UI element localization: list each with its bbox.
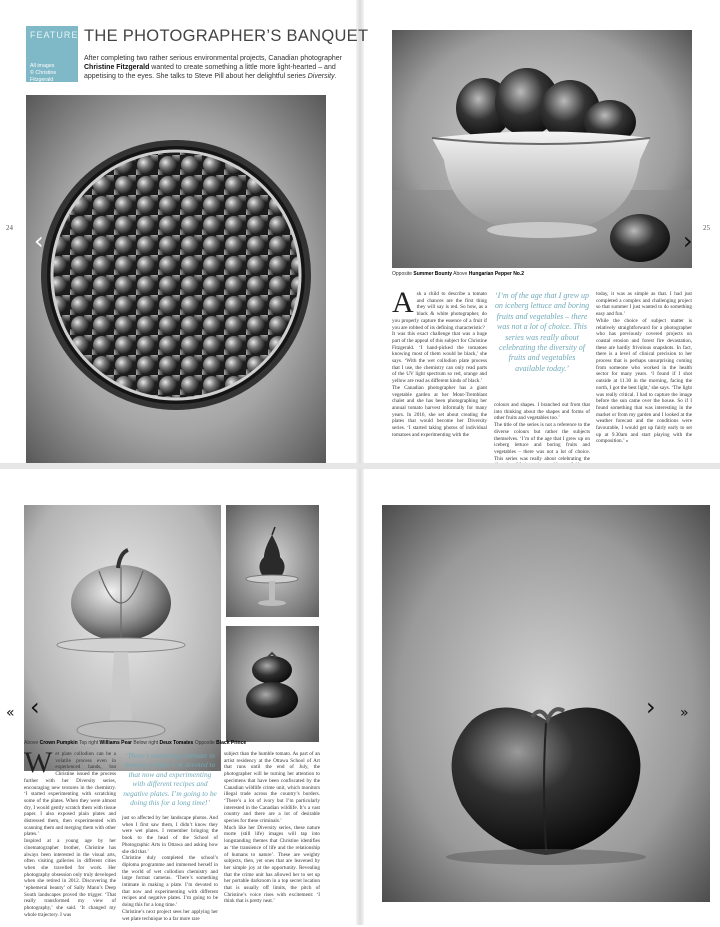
deux-tomates-image: [226, 626, 319, 742]
caption-spread1: [392, 271, 524, 277]
caption-label: Above: [453, 271, 468, 277]
caption-spread2: [24, 740, 246, 746]
feature-label: FEATURE: [30, 30, 79, 40]
column-text: today, it was as simple as that. I had just completed a complex and challenging project so that summer I just wanted to do something easy and fun.’ While the choice of subject matter is relatively straightforward for a photographer who has previously covered projects on coastal erosion and forest fire devastation, these are hardly frivolous snapshots. In fact, there is a level of clinical precision to her process that is perhaps unsurprising coming from someone who worked in the health sector for many years. ‘I found if I shot outside at 11.30 in the morning, facing the north, I got the best light,’ she says. ‘The light was really critical. I had to capture the image before the sun came over the house. So if I found something that was interesting in the market or from my garden and I looked at the weather forecast and the conditions were favourable, I would get up fairly early to set up at 9.30am and start playing with the composition.’ »: [596, 291, 692, 445]
pull-quote: ‘There’s something intimate in making a plate. I’m devoted to that now and experimenting with different recipes and negative plates. I’m going to be doing this for a long time!’: [123, 751, 217, 808]
caption-title: Summer Bounty: [413, 271, 453, 277]
body-column-2: [494, 402, 590, 460]
page-number-left: 24: [6, 224, 13, 232]
photo-black-prince: [382, 505, 710, 902]
chevron-left-icon[interactable]: ‹: [34, 227, 44, 255]
williams-pear-image: [226, 505, 319, 617]
caption-title: Deux Tomates: [159, 740, 194, 746]
caption-label: Opposite: [392, 271, 413, 277]
body-column-1: [392, 286, 487, 459]
pull-quote: ‘I’m of the age that I grew up on iceberg lettuce and boring fruits and vegetables – there was not a lot of choice. This series was really about celebrating the diversity of fruits and vegetables available today.’: [494, 291, 590, 373]
caption-label: Above: [24, 740, 39, 746]
chevron-right-icon[interactable]: ›: [646, 693, 656, 721]
double-chevron-right-icon[interactable]: »: [680, 705, 689, 721]
spread-top: [0, 0, 720, 463]
caption-title: Hungarian Pepper No.2: [468, 271, 525, 277]
column-text: sk a child to describe a tomato and chances are the first thing they will say is red. So how, as a black & white photographer, do you properly capture the essence of a fruit if you are robbed of its defining characteristic? It was this exact challenge that was a huge part of the appeal of this subject for Christine Fitzgerald. ‘I hand-picked the tomatoes knowing most of them would be black,’ she says. ‘With the wet collodion plate process that I use, the chemistry can only read parts of the UV light spectrum so red, orange and yellow are read as different kinds of black.’ The Canadian photographer has a giant vegetable garden at her Mont-Tremblant chalet and she has been photographing her annual tomato harvest informally for many years. In 2016, she set about creating the plates that would become her Diversity series. ‘I started taking photos of individual tomatoes and experimenting with the: [392, 291, 487, 438]
body-column-3: [596, 291, 692, 459]
body-column-2: [122, 815, 218, 927]
drop-cap: A: [392, 286, 414, 319]
summer-bounty-image: [26, 95, 326, 463]
spine-gutter: [356, 469, 364, 925]
drop-cap: W: [24, 746, 53, 779]
hungarian-pepper-image: [392, 30, 692, 268]
column-text: colours and shapes. I branched out from that into thinking about the shapes and forms of other fruits and vegetables too.’ The title of the series is not a reference to the diverse colours but rather the subjects themselves. ‘I’m of the age that I grew up on iceberg lettuce and boring fruits and vegetables – there was not a lot of choice. This series was really about celebrating the: [494, 402, 590, 462]
standfirst-text-2: wanted to create something a little more light-hearted – and appetising to the eyes. She talks to Steve Pill about her delightful series: [84, 64, 336, 81]
caption-label: Top right: [78, 740, 99, 746]
photo-summer-bounty: [26, 95, 326, 463]
body-column-3: [224, 751, 320, 927]
article-title: THE PHOTOGRAPHER’S BANQUET: [84, 27, 369, 45]
caption-title: Williams Pear: [99, 740, 133, 746]
feature-badge: [26, 26, 78, 82]
column-text: subject than the humble tomato. As part of an artist residency at the Ottawa School of Art that runs until the end of July, the photographer will be turning her attention to specimens that have been confiscated by the Canadian wildlife crime unit, which monitors illegal trade across the country’s borders. ‘There’s a lot of ivory but I’m particularly interested in the Canadian wildlife. It’s a vast country and there are a lot of desirable species for these criminals.’ Much like her Diversity series, these nature morte (still life) images will tap into longstanding themes that Christine identifies as ‘the transience of life and the relationship of humans to nature’. These are weighty subjects, then, yet ones that are leavened by her simple joy at the opportunity. Revealing that the crime unit has allowed her to set up her portable darkroom in a top secret location that is usually off limits, the pitch of Christine’s voice rises with excitement: ‘I think that is pretty neat.’: [224, 751, 320, 905]
photo-crown-pumpkin: [24, 505, 221, 771]
photo-credit: All images © Christine Fitzgerald: [30, 63, 57, 83]
photo-hungarian-pepper: [392, 30, 692, 268]
page-number-right: 25: [703, 224, 710, 232]
chevron-right-icon[interactable]: ›: [683, 227, 693, 255]
standfirst-end: .: [334, 73, 337, 81]
photo-deux-tomates: [226, 626, 319, 742]
crown-pumpkin-image: [24, 505, 221, 771]
spread-bottom: [0, 463, 720, 925]
spine-gutter: [356, 0, 364, 463]
double-chevron-left-icon[interactable]: «: [6, 705, 15, 721]
caption-label: Below right: [133, 740, 159, 746]
black-prince-image: [382, 505, 710, 902]
column-text: just so affected by her landscape photos. And when I first saw them, I didn’t know they were wet plates. I remember bringing the book to the head of the School of Photographic Arts in Ottawa and asking how she did that.’ Christine duly completed the school’s diploma programme and immersed herself in the world of wet collodion chemistry and large format cameras. ‘There’s something intimate in making a plate. I’m devoted to that now and experimenting with different recipes and negative plates. I’m going to be doing this for a long time.’ Christine’s next project sees her applying her wet plate technique to a far more rare: [122, 815, 218, 922]
caption-title: Black Prince: [216, 740, 247, 746]
chevron-left-icon[interactable]: ‹: [30, 693, 40, 721]
caption-label: Opposite: [194, 740, 215, 746]
standfirst: [84, 54, 346, 82]
photographer-name: Christine Fitzgerald: [84, 64, 150, 72]
caption-title: Crown Pumpkin: [39, 740, 78, 746]
photo-williams-pear: [226, 505, 319, 617]
column-text: et plate collodion can be a volatile process even in experienced hands, but Christine issued the process further with her Diversity series, encouraging new textures in the chemistry. ‘I started experimenting with scratching some of the plates. When they were almost dry, I would gently scratch them with tissue paper. I also exposed plain plates and distressed them, then experimented with scanning them and merging them with other plates.’ Inspired at a young age by her cinematographer brother, Christine has always been interested in the visual arts, often visiting galleries in different cities when she travelled for work. Her photography obsession only truly developed when she retired in 2012. Discovering the ‘ephemeral beauty’ of Sally Mann’s Deep South landscapes proved the trigger. ‘That really transformed my view of photography,’ she said. ‘It changed my whole trajectory. I was: [24, 751, 116, 918]
body-column-1: [24, 746, 116, 927]
standfirst-text: After completing two rather serious environmental projects, Canadian photographer: [84, 55, 342, 62]
series-name: Diversity: [307, 73, 335, 81]
